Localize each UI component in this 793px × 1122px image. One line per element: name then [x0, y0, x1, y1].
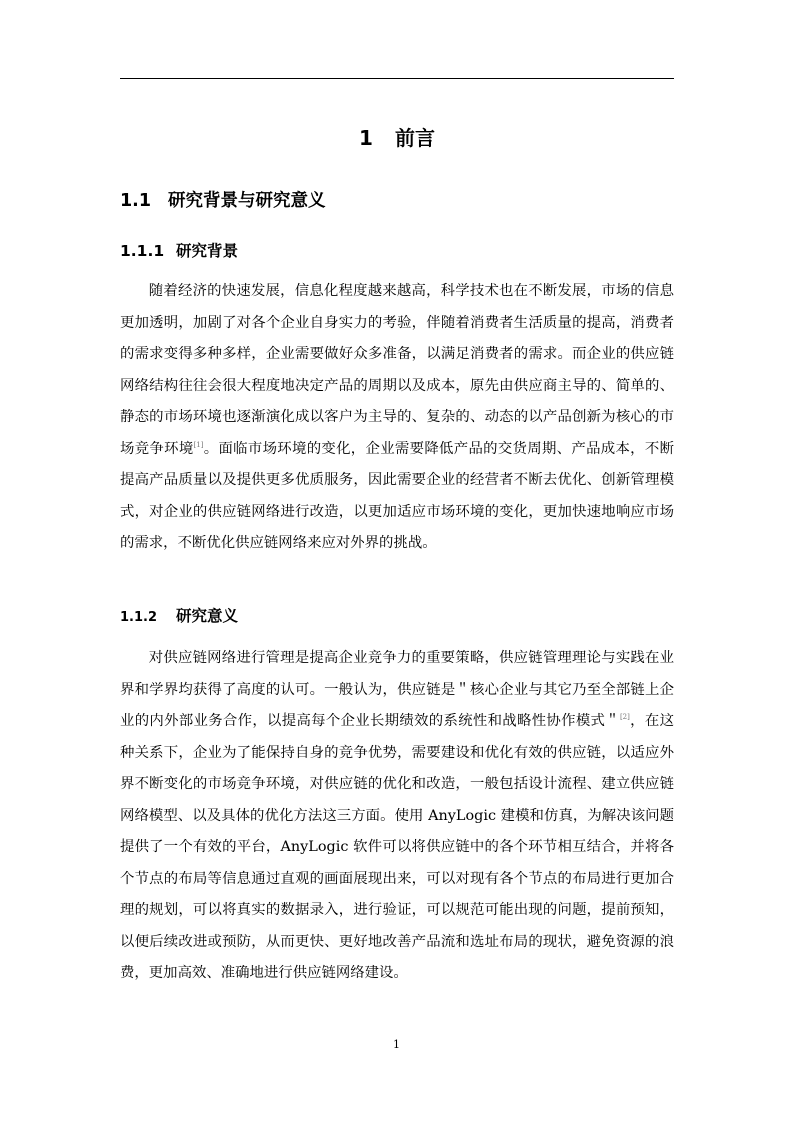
citation: [2] [619, 713, 630, 721]
section-title: 研究背景与研究意义 [168, 191, 326, 211]
subsection-heading-significance [120, 604, 238, 630]
paragraph-significance [120, 643, 674, 990]
subsection-title: 研究背景 [176, 242, 239, 260]
citation: [1] [193, 440, 204, 449]
paragraph-text: 随着经济的快速发展，信息化程度越来越高，科学技术也在不断发展，市场的信息更加透明，加剧了对各个企业自身实力的考验，伴随着消费者生活质量的提高，消费者的需求变得多种多样，企业需要做好众多准备，以满足消费者的需求。而企业的供应链网络结构往往会很大程度地决定产品的周期以及成本，原先由供应商主导的、简单的、静态的市场环境也逐渐演化成以客户为主导的、复杂的、动态的以产品创新为核心的市场竞争环境 [120, 283, 674, 457]
chapter-title-text: 前言 [394, 126, 435, 150]
paragraph-text: 。面临市场环境的变化，企业需要降低产品的交货周期、产品成本，不断提高产品质量以及提供更多优质服务，因此需要企业的经营者不断去优化、创新管理模式，对企业的供应链网络进行改造，以更加适应市场环境的变化，更加快速地响应市场的需求，不断优化供应链网络来应对外界的挑战。 [120, 440, 674, 551]
paragraph-background [120, 276, 674, 560]
paragraph-text: ，在这种关系下，企业为了能保持自身的竞争优势，需要建设和优化有效的供应链，以适应外界不断变化的市场竞争环境，对供应链的优化和改造，一般包括设计流程、建立供应链网络模型、以及具体的优化方法这三方面。使用 AnyLogic 建模和仿真，为解决该问题提供了一个有效的平台，AnyLogic 软件可以将供应链中的各个环节相互结合，并将各个节点的布局等信息通过直观的画面展现出来，可以对现有各个节点的布局进行更加合理的规划，可以将真实的数据录入，进行验证，可以规范可能出现的问题，提前预知，以便后续改进或预防，从而更快、更好地改善产品流和选址布局的现状，避免资源的浪费，更加高效、准确地进行供应链网络建设。 [120, 713, 674, 981]
subsection-number: 1.1.2 [120, 610, 158, 625]
chapter-number: 1 [359, 126, 373, 150]
page-number: 1 [393, 1038, 400, 1051]
subsection-title: 研究意义 [176, 607, 239, 625]
section-number: 1.1 [120, 191, 152, 211]
subsection-heading-background [120, 239, 238, 263]
section-heading [120, 188, 326, 214]
subsection-number: 1.1.1 [120, 242, 165, 260]
chapter-title [120, 124, 674, 152]
header-rule [120, 78, 674, 79]
paragraph-text: 对供应链网络进行管理是提高企业竞争力的重要策略，供应链管理理论与实践在业界和学界均获得了高度的认可。一般认为，供应链是＂核心企业与其它乃至全部链上企业的内外部业务合作，以提高每个企业长期绩效的系统性和战略性协作模式＂ [120, 650, 674, 729]
